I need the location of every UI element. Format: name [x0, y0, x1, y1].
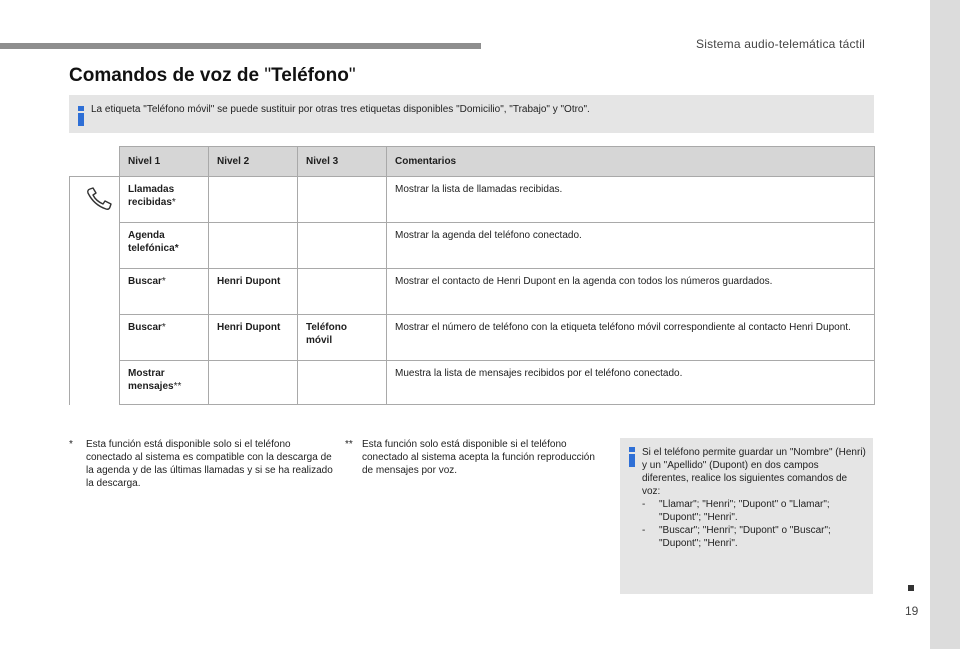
- level1-text: mensajes: [128, 381, 174, 392]
- level1-cell: [120, 361, 209, 405]
- comment-cell: Mostrar el contacto de Henri Dupont en la agenda con todos los números guardados.: [387, 269, 875, 315]
- heading-close-quote: ": [348, 65, 356, 86]
- list-dash: -: [642, 525, 646, 536]
- comment-cell: Mostrar la lista de llamadas recibidas.: [387, 177, 875, 223]
- level2-cell: [209, 361, 298, 405]
- list-item-text: "Buscar"; "Henri"; "Dupont" o "Buscar"; "Dupont"; "Henri".: [659, 525, 831, 549]
- level1-text: Llamadas: [128, 184, 175, 195]
- info-icon: [629, 447, 635, 467]
- footnote-mark: *: [69, 439, 73, 450]
- level1-text: Agenda: [128, 230, 165, 241]
- level3-text: Teléfono: [306, 322, 347, 333]
- level1-text: recibidas: [128, 197, 172, 208]
- level1-cell: [120, 223, 209, 269]
- table-row: [70, 223, 875, 269]
- footnote-mark: *: [161, 276, 166, 287]
- level3-cell: [298, 177, 387, 223]
- level3-text: móvil: [306, 335, 333, 346]
- footnote-mark: *: [161, 322, 166, 333]
- info-note-text: La etiqueta "Teléfono móvil" se puede sustituir por otras tres etiquetas disponibles "Domicilio", "Trabajo" y "Otro".: [91, 104, 590, 115]
- comment-cell: Mostrar el número de teléfono con la etiqueta teléfono móvil correspondiente al contacto Henri Dupont.: [387, 315, 875, 361]
- info-icon: [78, 106, 84, 126]
- info-note: [69, 95, 874, 133]
- table-header-row: [70, 147, 875, 177]
- page-edge-band: [930, 0, 960, 649]
- table-row: [70, 361, 875, 405]
- footnote-text: Esta función está disponible solo si el teléfono conectado al sistema es compatible con la descarga de la agenda y de las últimas llamadas y si se ha realizado la descarga.: [86, 439, 333, 489]
- phone-handset-icon: [84, 187, 116, 213]
- column-header-level-2: Nivel 2: [209, 147, 298, 177]
- footnote-mark: *: [171, 197, 176, 208]
- level3-cell: [298, 361, 387, 405]
- level1-text: Mostrar: [128, 368, 165, 379]
- level3-cell: [298, 223, 387, 269]
- list-item-text: "Llamar"; "Henri"; "Dupont" o "Llamar"; "Dupont"; "Henri".: [659, 499, 830, 523]
- page-heading: [69, 65, 356, 87]
- level1-cell: [120, 315, 209, 361]
- level3-cell: [298, 269, 387, 315]
- heading-open-quote: ": [264, 65, 272, 86]
- column-header-level-1: Nivel 1: [120, 147, 209, 177]
- level2-cell: Henri Dupont: [209, 315, 298, 361]
- table-row: [70, 269, 875, 315]
- icon-cell: [70, 177, 120, 405]
- name-fields-note: [620, 438, 873, 594]
- page-end-marker: [908, 585, 914, 591]
- page-number: 19: [905, 604, 919, 618]
- level1-cell: [120, 177, 209, 223]
- heading-prefix: Comandos de voz de: [69, 65, 265, 86]
- level1-text: Buscar: [128, 322, 162, 333]
- level1-cell: [120, 269, 209, 315]
- footnote-mark: *: [174, 243, 179, 254]
- table-header-blank: [70, 147, 120, 177]
- column-header-level-3: Nivel 3: [298, 147, 387, 177]
- level1-text: Buscar: [128, 276, 162, 287]
- list-item: [642, 524, 867, 550]
- heading-keyword: Teléfono: [271, 65, 349, 86]
- level2-cell: Henri Dupont: [209, 269, 298, 315]
- name-fields-note-intro: Si el teléfono permite guardar un "Nombre" (Henri) y un "Apellido" (Dupont) en dos campos diferentes, realice los siguientes comandos de voz:: [642, 447, 866, 497]
- column-header-comments: Comentarios: [387, 147, 875, 177]
- header-rule: [0, 43, 481, 49]
- name-fields-note-body: [642, 446, 867, 550]
- comment-cell: Muestra la lista de mensajes recibidos por el teléfono conectado.: [387, 361, 875, 405]
- level2-cell: [209, 177, 298, 223]
- comment-cell: Mostrar la agenda del teléfono conectado.: [387, 223, 875, 269]
- table-row: [70, 315, 875, 361]
- level2-cell: [209, 223, 298, 269]
- list-dash: -: [642, 499, 646, 510]
- footnote-mark: **: [345, 439, 353, 450]
- level3-cell: [298, 315, 387, 361]
- list-item: [642, 498, 867, 524]
- voice-command-list: [642, 498, 867, 550]
- voice-commands-table: [69, 146, 875, 405]
- table-row: [70, 177, 875, 223]
- level1-text: telefónica: [128, 243, 175, 254]
- footnote-text: Esta función solo está disponible si el teléfono conectado al sistema acepta la función reproducción de mensajes por voz.: [362, 439, 595, 476]
- section-title: Sistema audio-telemática táctil: [696, 37, 865, 51]
- footnote-mark: **: [173, 381, 182, 392]
